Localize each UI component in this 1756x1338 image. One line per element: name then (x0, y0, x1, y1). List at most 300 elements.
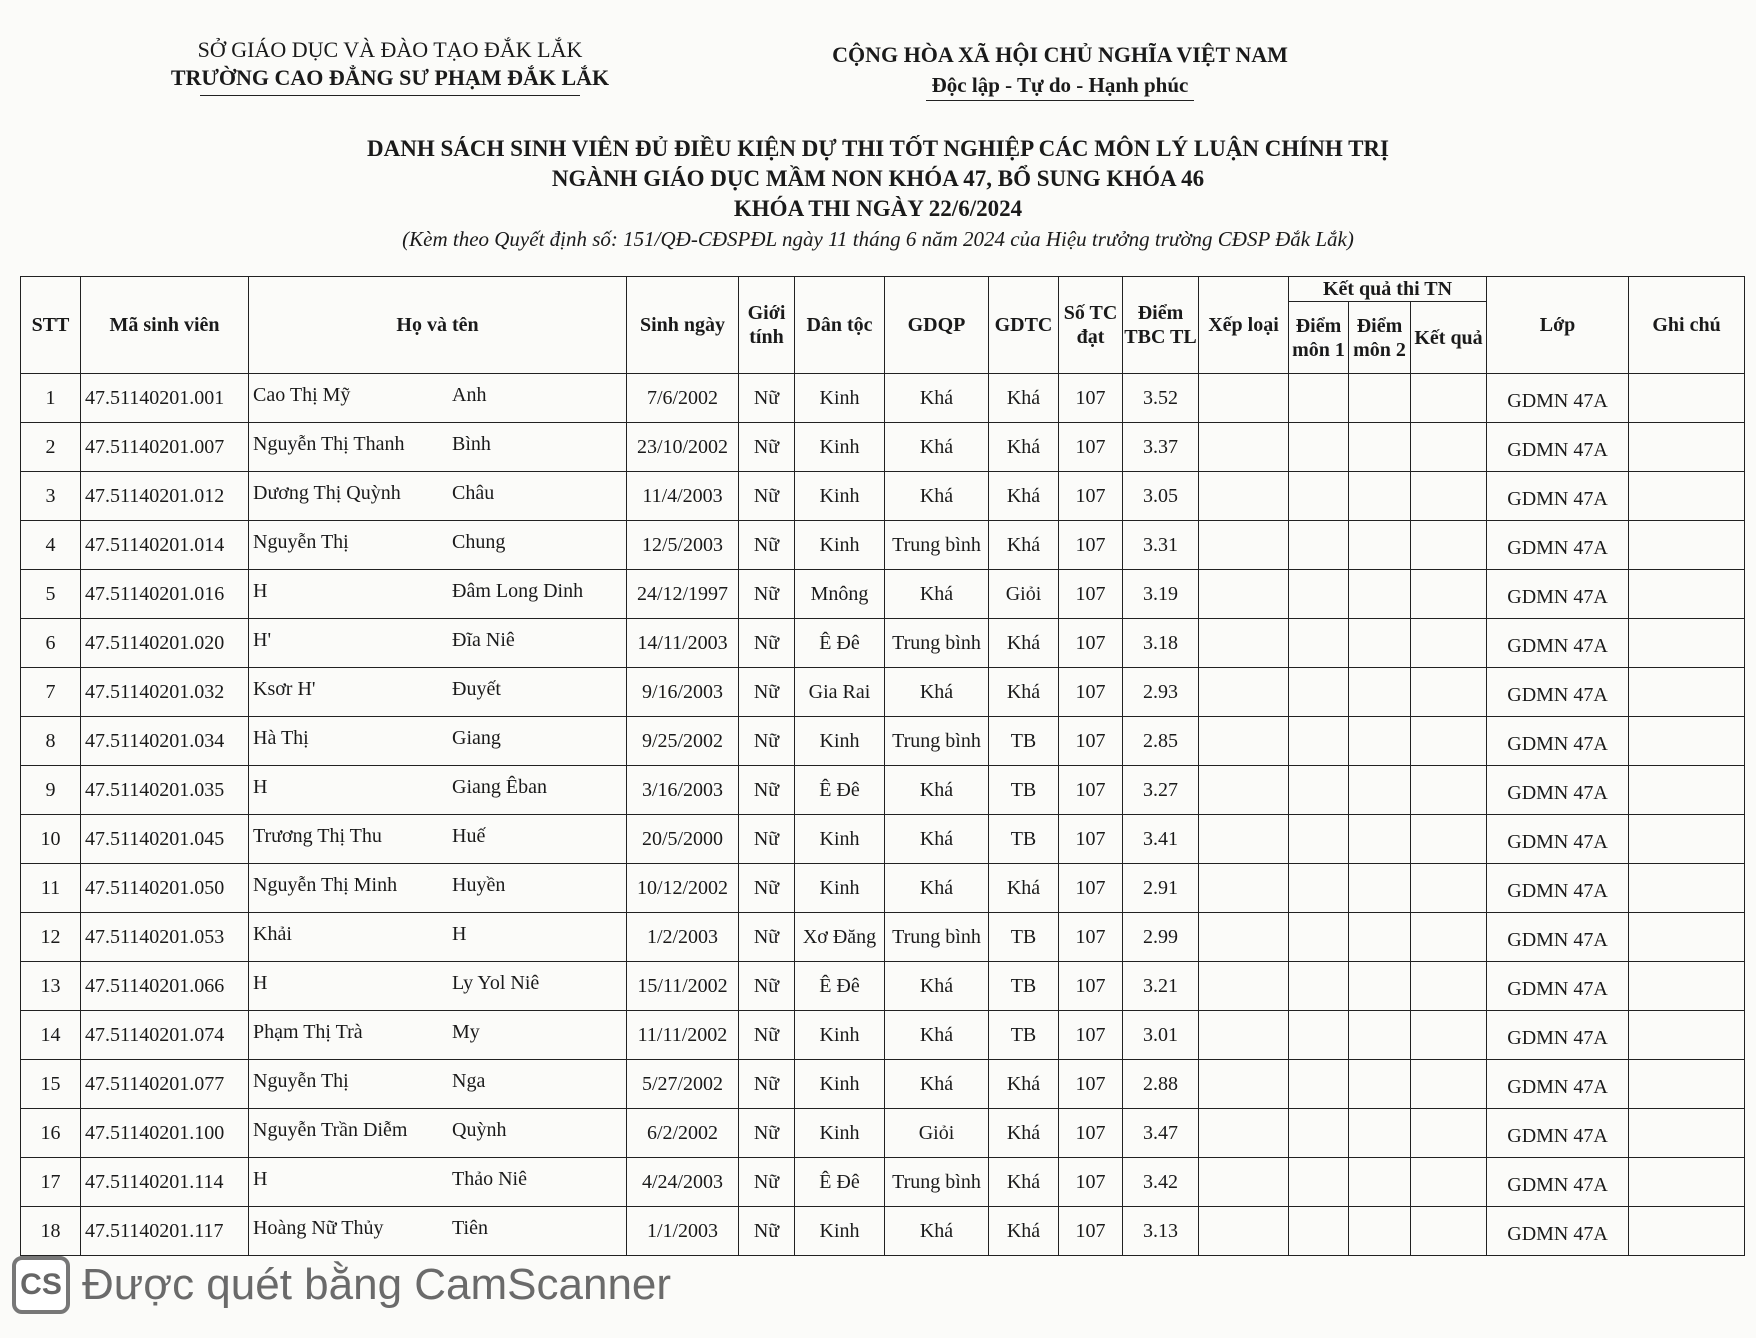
cell-fullname (249, 913, 627, 962)
cell-gdqp: Trung bình (885, 1158, 989, 1207)
cell-given-name: Bình (452, 433, 491, 455)
cell-class: GDMN 47A (1487, 1060, 1629, 1109)
cell-birthdate: 9/25/2002 (627, 717, 739, 766)
title-line1: DANH SÁCH SINH VIÊN ĐỦ ĐIỀU KIỆN DỰ THI TỐT NGHIỆP CÁC MÔN LÝ LUẬN CHÍNH TRỊ (367, 136, 1389, 161)
cell-score2 (1349, 766, 1411, 815)
cell-gdtc: TB (989, 766, 1059, 815)
title-line3: KHÓA THI NGÀY 22/6/2024 (733, 196, 1023, 221)
cell-result (1411, 913, 1487, 962)
header-class: Lớp (1487, 277, 1629, 374)
cell-result (1411, 864, 1487, 913)
cell-result (1411, 1207, 1487, 1256)
cell-student-id: 47.51140201.100 (81, 1109, 249, 1158)
cell-result (1411, 668, 1487, 717)
cell-gdtc: Khá (989, 864, 1059, 913)
cell-given-name: Huế (452, 825, 486, 847)
cell-fullname (249, 1011, 627, 1060)
cell-note (1629, 962, 1745, 1011)
table-row (21, 1011, 1745, 1060)
cell-note (1629, 619, 1745, 668)
cell-result (1411, 619, 1487, 668)
cell-gpa: 3.47 (1123, 1109, 1199, 1158)
header-credits: Số TC đạt (1059, 277, 1123, 374)
cell-gdtc: TB (989, 1011, 1059, 1060)
header-fullname: Họ và tên (249, 277, 627, 374)
cell-note (1629, 570, 1745, 619)
cell-given-name: My (452, 1021, 480, 1043)
header-student-id: Mã sinh viên (81, 277, 249, 374)
cell-birthdate: 11/4/2003 (627, 472, 739, 521)
cell-gender: Nữ (739, 1060, 795, 1109)
cell-gender: Nữ (739, 472, 795, 521)
cell-note (1629, 374, 1745, 423)
cell-score2 (1349, 1060, 1411, 1109)
cell-surname: Nguyễn Trần Diễm (253, 1119, 408, 1141)
cell-stt: 4 (21, 521, 81, 570)
table-row (21, 864, 1745, 913)
cell-gdtc: Khá (989, 1060, 1059, 1109)
cell-gender: Nữ (739, 1158, 795, 1207)
cell-class: GDMN 47A (1487, 472, 1629, 521)
cell-student-id: 47.51140201.012 (81, 472, 249, 521)
cell-ethnicity: Kinh (795, 815, 885, 864)
cell-rank (1199, 570, 1289, 619)
cell-surname: H (253, 972, 268, 994)
cell-fullname (249, 864, 627, 913)
cell-gpa: 3.13 (1123, 1207, 1199, 1256)
cell-score2 (1349, 864, 1411, 913)
cell-rank (1199, 766, 1289, 815)
cell-birthdate: 15/11/2002 (627, 962, 739, 1011)
table-row (21, 423, 1745, 472)
cell-given-name: Huyền (452, 874, 506, 896)
cell-class: GDMN 47A (1487, 1207, 1629, 1256)
cell-birthdate: 10/12/2002 (627, 864, 739, 913)
cell-gpa: 3.05 (1123, 472, 1199, 521)
cell-given-name: Đuyết (452, 678, 501, 700)
cell-note (1629, 1011, 1745, 1060)
cell-score2 (1349, 374, 1411, 423)
cell-rank (1199, 521, 1289, 570)
cell-fullname (249, 423, 627, 472)
cell-ethnicity: Kinh (795, 1060, 885, 1109)
cell-note (1629, 1207, 1745, 1256)
cell-gdtc: Khá (989, 521, 1059, 570)
cell-student-id: 47.51140201.020 (81, 619, 249, 668)
cell-credits: 107 (1059, 374, 1123, 423)
cell-student-id: 47.51140201.034 (81, 717, 249, 766)
cell-class: GDMN 47A (1487, 1158, 1629, 1207)
cell-rank (1199, 1207, 1289, 1256)
header-rank: Xếp loại (1199, 277, 1289, 374)
cell-result (1411, 1109, 1487, 1158)
cell-ethnicity: Mnông (795, 570, 885, 619)
cell-gdqp: Khá (885, 962, 989, 1011)
cell-birthdate: 9/16/2003 (627, 668, 739, 717)
cell-gender: Nữ (739, 668, 795, 717)
cell-result (1411, 766, 1487, 815)
cell-gdtc: Khá (989, 1207, 1059, 1256)
cell-ethnicity: Kinh (795, 717, 885, 766)
cell-ethnicity: Kinh (795, 472, 885, 521)
cell-note (1629, 815, 1745, 864)
cell-credits: 107 (1059, 521, 1123, 570)
header-gender: Giới tính (739, 277, 795, 374)
cell-class: GDMN 47A (1487, 521, 1629, 570)
cell-ethnicity: Kinh (795, 864, 885, 913)
cell-surname: Nguyễn Thị Thanh (253, 433, 405, 455)
cell-rank (1199, 1011, 1289, 1060)
cell-rank (1199, 374, 1289, 423)
cell-ethnicity: Ê Đê (795, 1158, 885, 1207)
cell-gender: Nữ (739, 521, 795, 570)
cell-class: GDMN 47A (1487, 570, 1629, 619)
cell-gpa: 3.27 (1123, 766, 1199, 815)
cell-birthdate: 1/2/2003 (627, 913, 739, 962)
cell-class: GDMN 47A (1487, 619, 1629, 668)
table-row (21, 521, 1745, 570)
table-row (21, 1060, 1745, 1109)
cell-surname: Dương Thị Quỳnh (253, 482, 401, 504)
cell-gpa: 2.93 (1123, 668, 1199, 717)
cell-score2 (1349, 913, 1411, 962)
school-underline (200, 95, 580, 96)
student-table (20, 276, 1745, 1256)
cell-gdqp: Khá (885, 864, 989, 913)
cell-student-id: 47.51140201.117 (81, 1207, 249, 1256)
student-table-wrapper (20, 276, 1744, 1256)
cell-score1 (1289, 1158, 1349, 1207)
student-table-body (21, 374, 1745, 1256)
cell-rank (1199, 1109, 1289, 1158)
cell-fullname (249, 619, 627, 668)
cell-birthdate: 12/5/2003 (627, 521, 739, 570)
cell-gpa: 3.01 (1123, 1011, 1199, 1060)
cell-rank (1199, 668, 1289, 717)
cell-stt: 15 (21, 1060, 81, 1109)
cell-gpa: 3.18 (1123, 619, 1199, 668)
country-name: CỘNG HÒA XÃ HỘI CHỦ NGHĨA VIỆT NAM (832, 42, 1288, 67)
cell-credits: 107 (1059, 1109, 1123, 1158)
cell-birthdate: 6/2/2002 (627, 1109, 739, 1158)
cell-class: GDMN 47A (1487, 668, 1629, 717)
cell-gpa: 2.91 (1123, 864, 1199, 913)
cell-gdtc: Khá (989, 668, 1059, 717)
cell-stt: 6 (21, 619, 81, 668)
cell-result (1411, 815, 1487, 864)
table-row (21, 913, 1745, 962)
cell-class: GDMN 47A (1487, 815, 1629, 864)
cell-gdtc: Khá (989, 619, 1059, 668)
cell-student-id: 47.51140201.016 (81, 570, 249, 619)
header-note: Ghi chú (1629, 277, 1745, 374)
cell-fullname (249, 1158, 627, 1207)
cell-credits: 107 (1059, 717, 1123, 766)
cell-credits: 107 (1059, 570, 1123, 619)
table-row (21, 1109, 1745, 1158)
cell-surname: Cao Thị Mỹ (253, 384, 351, 406)
cell-ethnicity: Gia Rai (795, 668, 885, 717)
cell-surname: Hà Thị (253, 727, 309, 749)
cell-score2 (1349, 619, 1411, 668)
cell-class: GDMN 47A (1487, 766, 1629, 815)
cell-credits: 107 (1059, 913, 1123, 962)
cell-score2 (1349, 1109, 1411, 1158)
header-score2: Điểm môn 2 (1349, 302, 1411, 374)
cell-gpa: 2.85 (1123, 717, 1199, 766)
cell-surname: Phạm Thị Trà (253, 1021, 363, 1043)
table-row (21, 374, 1745, 423)
cell-rank (1199, 815, 1289, 864)
cell-stt: 10 (21, 815, 81, 864)
cell-score1 (1289, 766, 1349, 815)
cell-given-name: Nga (452, 1070, 486, 1092)
cell-student-id: 47.51140201.045 (81, 815, 249, 864)
cell-class: GDMN 47A (1487, 1011, 1629, 1060)
cell-score1 (1289, 472, 1349, 521)
cell-given-name: Giang Êban (452, 776, 547, 798)
cell-student-id: 47.51140201.035 (81, 766, 249, 815)
cell-score1 (1289, 619, 1349, 668)
cell-ethnicity: Ê Đê (795, 962, 885, 1011)
cell-gender: Nữ (739, 913, 795, 962)
cell-rank (1199, 423, 1289, 472)
table-row (21, 1207, 1745, 1256)
cell-credits: 107 (1059, 815, 1123, 864)
cell-class: GDMN 47A (1487, 423, 1629, 472)
cell-ethnicity: Ê Đê (795, 619, 885, 668)
cell-gdqp: Khá (885, 1060, 989, 1109)
cell-fullname (249, 717, 627, 766)
header-exam-results: Kết quả thi TN (1289, 277, 1487, 302)
header-gdqp: GDQP (885, 277, 989, 374)
cell-gdqp: Trung bình (885, 619, 989, 668)
cell-surname: H (253, 1168, 268, 1190)
cell-score2 (1349, 570, 1411, 619)
cell-score2 (1349, 1207, 1411, 1256)
cell-stt: 16 (21, 1109, 81, 1158)
cell-surname: Hoàng Nữ Thủy (253, 1217, 384, 1239)
cell-score1 (1289, 962, 1349, 1011)
header-result: Kết quả (1411, 302, 1487, 374)
cell-result (1411, 962, 1487, 1011)
cell-gender: Nữ (739, 766, 795, 815)
cell-gender: Nữ (739, 570, 795, 619)
cell-result (1411, 570, 1487, 619)
cell-gdqp: Khá (885, 766, 989, 815)
document-titles (0, 134, 1756, 254)
cell-score1 (1289, 1011, 1349, 1060)
cell-rank (1199, 864, 1289, 913)
cell-credits: 107 (1059, 1158, 1123, 1207)
cell-note (1629, 668, 1745, 717)
cell-result (1411, 1060, 1487, 1109)
cell-stt: 8 (21, 717, 81, 766)
cell-gpa: 2.88 (1123, 1060, 1199, 1109)
cell-given-name: Châu (452, 482, 495, 504)
cell-given-name: Anh (452, 384, 487, 406)
cell-credits: 107 (1059, 619, 1123, 668)
cell-fullname (249, 570, 627, 619)
cell-score1 (1289, 1060, 1349, 1109)
cell-note (1629, 521, 1745, 570)
cell-credits: 107 (1059, 1011, 1123, 1060)
cell-gdqp: Khá (885, 1207, 989, 1256)
cell-result (1411, 374, 1487, 423)
cell-credits: 107 (1059, 1060, 1123, 1109)
cell-score1 (1289, 864, 1349, 913)
header-score1: Điểm môn 1 (1289, 302, 1349, 374)
cell-given-name: Tiên (452, 1217, 488, 1239)
cell-score1 (1289, 1207, 1349, 1256)
cell-result (1411, 1158, 1487, 1207)
cell-fullname (249, 374, 627, 423)
cell-fullname (249, 521, 627, 570)
cell-stt: 18 (21, 1207, 81, 1256)
cell-gdtc: TB (989, 717, 1059, 766)
cell-class: GDMN 47A (1487, 717, 1629, 766)
cell-gpa: 3.19 (1123, 570, 1199, 619)
table-row (21, 962, 1745, 1011)
cell-class: GDMN 47A (1487, 864, 1629, 913)
cell-ethnicity: Kinh (795, 1207, 885, 1256)
cell-rank (1199, 717, 1289, 766)
cell-rank (1199, 472, 1289, 521)
cell-credits: 107 (1059, 472, 1123, 521)
cell-gender: Nữ (739, 1207, 795, 1256)
cell-gdtc: Giỏi (989, 570, 1059, 619)
cell-gdqp: Khá (885, 423, 989, 472)
table-row (21, 570, 1745, 619)
cell-gdqp: Trung bình (885, 717, 989, 766)
cell-class: GDMN 47A (1487, 1109, 1629, 1158)
cell-stt: 14 (21, 1011, 81, 1060)
cell-given-name: Ly Yol Niê (452, 972, 540, 994)
cell-credits: 107 (1059, 668, 1123, 717)
cell-gpa: 3.41 (1123, 815, 1199, 864)
cell-note (1629, 864, 1745, 913)
cell-stt: 3 (21, 472, 81, 521)
cell-birthdate: 24/12/1997 (627, 570, 739, 619)
cell-score2 (1349, 521, 1411, 570)
table-row (21, 766, 1745, 815)
cell-student-id: 47.51140201.014 (81, 521, 249, 570)
cell-result (1411, 423, 1487, 472)
header-stt: STT (21, 277, 81, 374)
cell-gender: Nữ (739, 864, 795, 913)
cell-note (1629, 1060, 1745, 1109)
cell-score2 (1349, 717, 1411, 766)
cell-result (1411, 521, 1487, 570)
cell-gdqp: Khá (885, 1011, 989, 1060)
cell-fullname (249, 472, 627, 521)
cell-note (1629, 1109, 1745, 1158)
cell-given-name: Chung (452, 531, 506, 553)
cell-birthdate: 3/16/2003 (627, 766, 739, 815)
cell-gender: Nữ (739, 815, 795, 864)
decision-note: (Kèm theo Quyết định số: 151/QĐ-CĐSPĐL ngày 11 tháng 6 năm 2024 của Hiệu trưởng trường CĐSP Đắk Lắk) (402, 227, 1354, 251)
cell-ethnicity: Kinh (795, 423, 885, 472)
cell-surname: Ksơr H' (253, 678, 316, 700)
cell-note (1629, 423, 1745, 472)
cell-student-id: 47.51140201.114 (81, 1158, 249, 1207)
cell-surname: H (253, 580, 268, 602)
cell-student-id: 47.51140201.050 (81, 864, 249, 913)
cell-fullname (249, 668, 627, 717)
cell-gpa: 3.52 (1123, 374, 1199, 423)
cell-ethnicity: Kinh (795, 1109, 885, 1158)
cell-gpa: 3.31 (1123, 521, 1199, 570)
cell-gdqp: Khá (885, 668, 989, 717)
title-line2: NGÀNH GIÁO DỤC MẦM NON KHÓA 47, BỔ SUNG KHÓA 46 (551, 166, 1205, 191)
cell-surname: Nguyễn Thị Minh (253, 874, 398, 896)
cell-gdqp: Khá (885, 472, 989, 521)
cell-given-name: Quỳnh (452, 1119, 507, 1141)
cell-birthdate: 20/5/2000 (627, 815, 739, 864)
camscanner-text: Được quét bằng CamScanner (82, 1260, 672, 1309)
cell-surname: Khải (253, 923, 292, 945)
cell-score1 (1289, 668, 1349, 717)
cell-gdtc: Khá (989, 1109, 1059, 1158)
cell-class: GDMN 47A (1487, 962, 1629, 1011)
cell-gdtc: Khá (989, 472, 1059, 521)
cell-stt: 7 (21, 668, 81, 717)
cell-student-id: 47.51140201.001 (81, 374, 249, 423)
cell-stt: 11 (21, 864, 81, 913)
cell-surname: Nguyễn Thị (253, 1070, 349, 1092)
cell-class: GDMN 47A (1487, 374, 1629, 423)
cell-score1 (1289, 1109, 1349, 1158)
cell-stt: 17 (21, 1158, 81, 1207)
cell-gdtc: Khá (989, 1158, 1059, 1207)
cell-gender: Nữ (739, 1109, 795, 1158)
cell-gdtc: TB (989, 815, 1059, 864)
school-name: TRƯỜNG CAO ĐẲNG SƯ PHẠM ĐẮK LẮK (170, 65, 610, 90)
cell-gender: Nữ (739, 717, 795, 766)
table-row (21, 668, 1745, 717)
cell-surname: H' (253, 629, 272, 651)
cell-score2 (1349, 668, 1411, 717)
cell-credits: 107 (1059, 962, 1123, 1011)
cell-student-id: 47.51140201.077 (81, 1060, 249, 1109)
cell-score2 (1349, 1158, 1411, 1207)
camscanner-watermark (12, 1256, 671, 1314)
cell-stt: 12 (21, 913, 81, 962)
cell-birthdate: 1/1/2003 (627, 1207, 739, 1256)
cell-gender: Nữ (739, 962, 795, 1011)
cell-fullname (249, 766, 627, 815)
cell-score1 (1289, 717, 1349, 766)
cell-gpa: 3.37 (1123, 423, 1199, 472)
header-left (150, 36, 630, 96)
cell-score1 (1289, 521, 1349, 570)
table-row (21, 619, 1745, 668)
cell-birthdate: 14/11/2003 (627, 619, 739, 668)
motto: Độc lập - Tự do - Hạnh phúc (926, 70, 1195, 101)
table-row (21, 1158, 1745, 1207)
cell-rank (1199, 1158, 1289, 1207)
table-row (21, 717, 1745, 766)
cell-surname: H (253, 776, 268, 798)
cell-surname: Trương Thị Thu (253, 825, 382, 847)
cell-note (1629, 472, 1745, 521)
cell-score1 (1289, 374, 1349, 423)
cell-credits: 107 (1059, 1207, 1123, 1256)
header-gpa: Điểm TBC TL (1123, 277, 1199, 374)
cell-student-id: 47.51140201.074 (81, 1011, 249, 1060)
cell-ethnicity: Kinh (795, 521, 885, 570)
cell-gdtc: TB (989, 962, 1059, 1011)
